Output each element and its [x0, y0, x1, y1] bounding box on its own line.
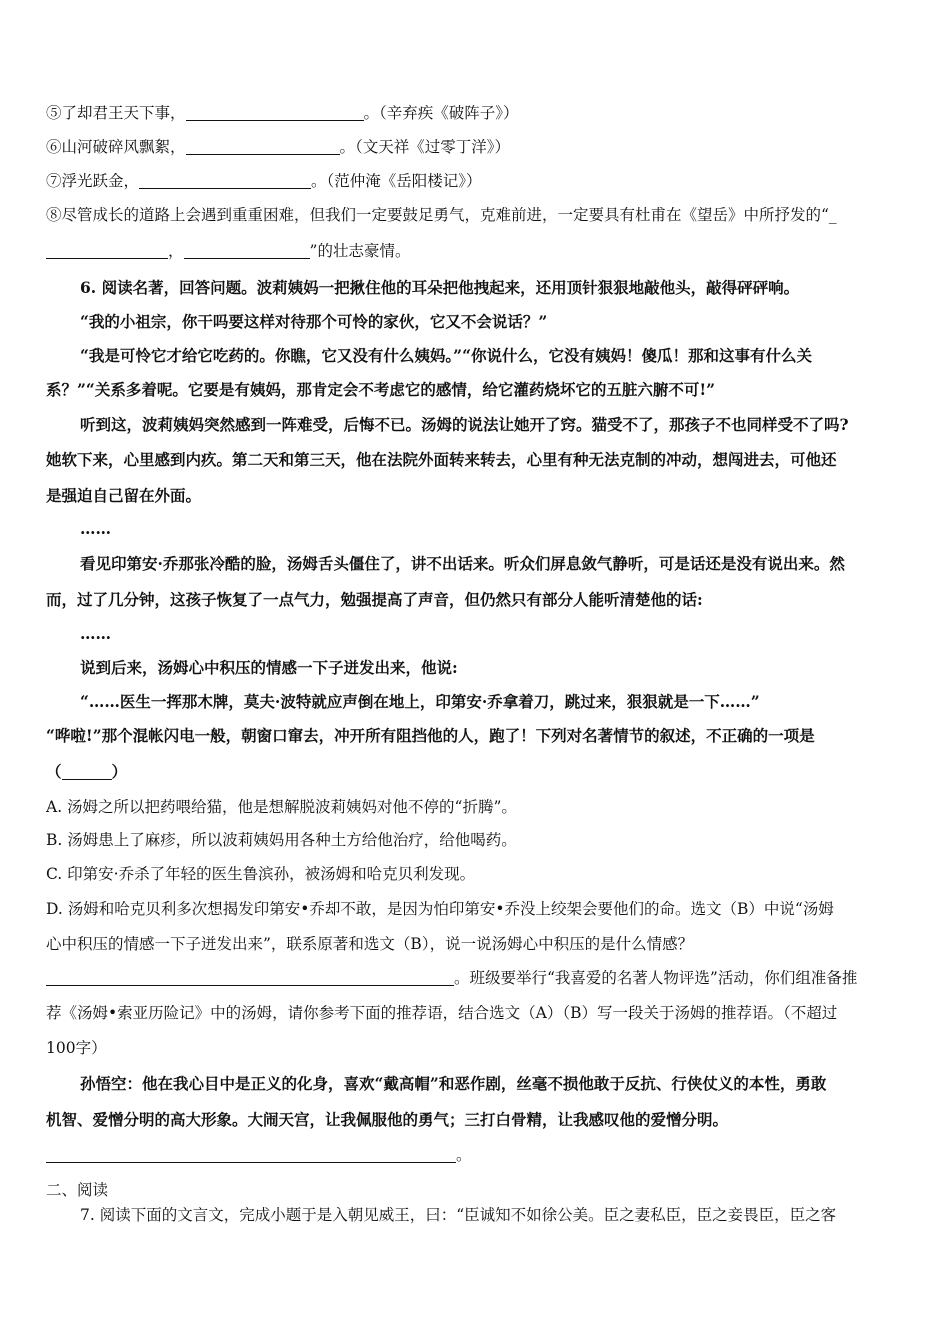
q6-para-b-cont: 而，过了几分钟，这孩子恢复了一点气力，勉强提高了声音，但仍然只有部分人能听清楚他的话:: [46, 590, 703, 609]
q6-question: “哗啦!”那个混帐闪电一般，朝窗口窜去，冲开所有阻挡他的人，跑了！下列对名著情节的叙述，不正确的一项是: [46, 726, 815, 745]
answer-paren: （ ）: [46, 762, 128, 781]
ellipsis: ……: [80, 624, 111, 643]
option-d-cont: 心中积压的情感一下子迸发出来”，联系原著和选文（B），说一说汤姆心中积压的是什么情感？: [46, 935, 694, 953]
answer-line: 。: [46, 1145, 472, 1165]
answer-blank[interactable]: [46, 969, 454, 986]
answer-blank[interactable]: [184, 242, 310, 259]
poem-line-7: ⑦浮光跃金， 。（范仲淹《岳阳楼记》）: [46, 172, 482, 190]
q6-quote-2-cont: 系？”“关系多着呢。它要是有姨妈，那肯定会不考虑它的感情，给它灌药烧坏它的五脏六腑不可!”: [46, 380, 716, 399]
q6-para: 听到这，波莉姨妈突然感到一阵难受，后悔不已。汤姆的说法让她开了窍。猫受不了，那孩子不也同样受不了吗?: [80, 415, 849, 434]
q6-para-c: 说到后来，汤姆心中积压的情感一下子迸发出来，他说:: [80, 658, 458, 677]
recommend-prompt: 。班级要举行“我喜爱的名著人物评选”活动，你们组准备推: [46, 968, 857, 988]
answer-blank[interactable]: [46, 1146, 456, 1163]
q6-quote-2: “我是可怜它才给它吃药的。你瞧，它又没有什么姨妈。”“你说什么，它没有姨妈！傻瓜！那和这事有什么关: [80, 346, 813, 365]
poem-line-8-cont: ， ”的壮志豪情。: [46, 241, 410, 261]
poem-line-6: ⑥山河破碎风飘絮， 。（文天祥《过零丁洋》）: [46, 138, 511, 156]
question-6-stem: 6. 阅读名著，回答问题。波莉姨妈一把揪住他的耳朵把他拽起来，还用顶针狠狠地敲他头，敲得砰砰响。: [80, 278, 800, 297]
answer-blank[interactable]: [186, 138, 340, 155]
sample-recommendation: 孙悟空：他在我心目中是正义的化身，喜欢“戴高帽”和恶作剧，丝毫不损他敢于反抗、行侠仗义的本性，勇敢: [80, 1074, 827, 1093]
answer-blank[interactable]: [139, 172, 311, 189]
q6-para-cont: 是强迫自己留在外面。: [46, 486, 202, 505]
poem-line-5: ⑤了却君王天下事， 。（辛弃疾《破阵子》）: [46, 104, 519, 122]
recommend-prompt-cont: 100字）: [46, 1039, 107, 1057]
answer-blank[interactable]: [62, 763, 112, 780]
sample-recommendation-cont: 机智、爱憎分明的高大形象。大闹天宫，让我佩服他的勇气；三打白骨精，让我感叹他的爱憎分明。: [46, 1110, 729, 1129]
poem-line-8: ⑧尽管成长的道路上会遇到重重困难，但我们一定要鼓足勇气，克难前进，一定要具有杜甫在《望岳》中所抒发的“_: [46, 206, 837, 224]
answer-blank[interactable]: [186, 104, 364, 121]
option-b: B. 汤姆患上了麻疹，所以波莉姨妈用各种土方给他治疗，给他喝药。: [46, 831, 517, 849]
option-c: C. 印第安·乔杀了年轻的医生鲁滨孙，被汤姆和哈克贝利发现。: [46, 865, 476, 883]
option-a: A. 汤姆之所以把药喂给猫，他是想解脱波莉姨妈对他不停的“折腾”。: [46, 798, 517, 816]
question-7-stem: 7. 阅读下面的文言文，完成小题于是入朝见威王，曰：“臣诚知不如徐公美。臣之妻私臣，臣之妾畏臣，臣之客: [80, 1206, 837, 1224]
q6-para-b: 看见印第安·乔那张冷酷的脸，汤姆舌头僵住了，讲不出话来。听众们屏息敛气静听，可是话还是没有说出来。然: [80, 554, 845, 573]
q6-quote-3: “……医生一挥那木牌，莫夫·波特就应声倒在地上，印第安·乔拿着刀，跳过来，狠狠就是一下……”: [80, 692, 760, 711]
ellipsis: ……: [80, 519, 111, 538]
q6-quote-1: “我的小祖宗，你干吗要这样对待那个可怜的家伙，它又不会说话？”: [80, 312, 548, 331]
recommend-prompt-cont: 荐《汤姆•索亚历险记》中的汤姆，请你参考下面的推荐语，结合选文（A）（B）写一段关于汤姆的推荐语。（不超过: [46, 1004, 838, 1022]
answer-blank[interactable]: [46, 242, 168, 259]
q6-para-cont: 她软下来，心里感到内疚。第二天和第三天，他在法院外面转来转去，心里有种无法克制的冲动，想闯进去，可他还: [46, 450, 837, 469]
section-title: 二、阅读: [46, 1181, 109, 1199]
option-d: D. 汤姆和哈克贝利多次想揭发印第安•乔却不敢，是因为怕印第安•乔没上绞架会要他们的命。选文（B）中说“汤姆: [46, 900, 834, 918]
